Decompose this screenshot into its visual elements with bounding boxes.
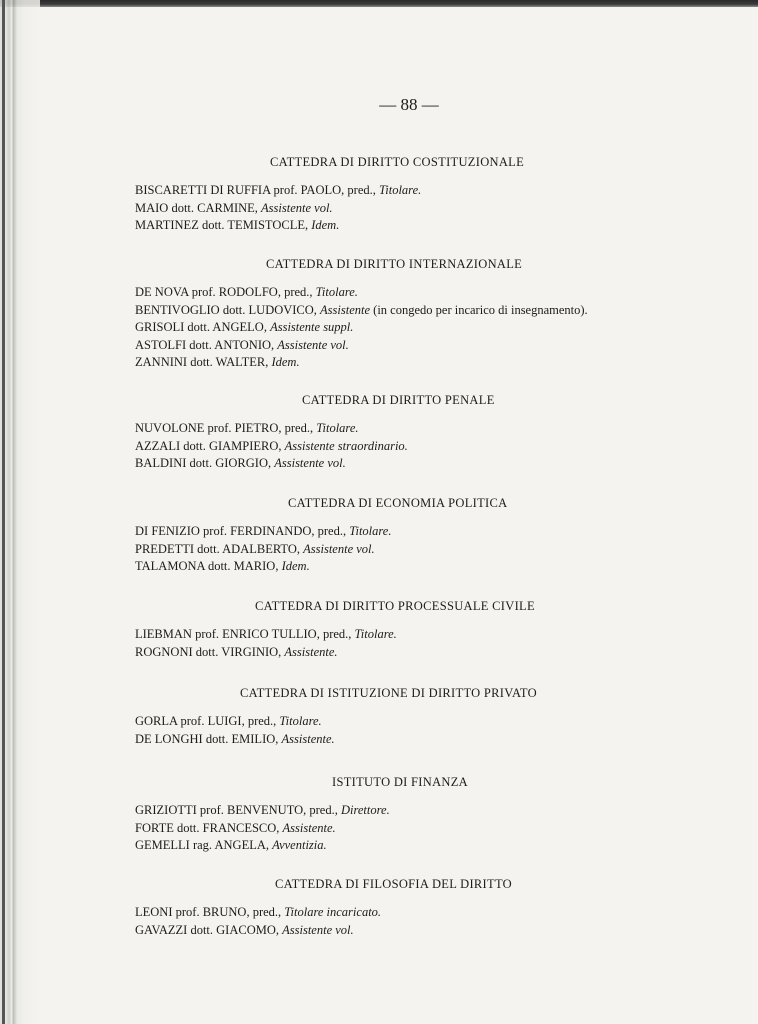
list-item: PREDETTI dott. ADALBERTO, Assistente vol. (135, 541, 375, 556)
list-item: BENTIVOGLIO dott. LUDOVICO, Assistente (in congedo per incarico di insegnamento). (135, 302, 588, 317)
list-item: DE LONGHI dott. EMILIO, Assistente. (135, 731, 335, 746)
page-number: — 88 — (379, 95, 439, 114)
section-title: CATTEDRA DI DIRITTO COSTITUZIONALE (270, 155, 525, 169)
section-diritto-processuale-civile (135, 599, 725, 661)
section-title: CATTEDRA DI ECONOMIA POLITICA (288, 496, 508, 510)
list-item: GRIZIOTTI prof. BENVENUTO, pred., Direttore. (135, 803, 390, 817)
scan-top-edge (0, 0, 758, 7)
book-binding-shadow (0, 0, 40, 1024)
list-item: NUVOLONE prof. PIETRO, pred., Titolare. (135, 421, 359, 435)
list-item: GORLA prof. LUIGI, pred., Titolare. (135, 714, 322, 728)
book-binding-edge (2, 0, 5, 1024)
section-filosofia-diritto (135, 877, 725, 939)
list-item: GAVAZZI dott. GIACOMO, Assistente vol. (135, 922, 354, 937)
list-item: ZANNINI dott. WALTER, Idem. (135, 355, 300, 369)
section-title: CATTEDRA DI DIRITTO INTERNAZIONALE (266, 257, 523, 271)
list-item: LEONI prof. BRUNO, pred., Titolare incaricato. (135, 905, 382, 919)
list-item: LIEBMAN prof. ENRICO TULLIO, pred., Titolare. (135, 627, 397, 641)
section-title: CATTEDRA DI ISTITUZIONE DI DIRITTO PRIVATO (240, 686, 537, 700)
section-title: CATTEDRA DI DIRITTO PROCESSUALE CIVILE (255, 599, 535, 613)
list-item: TALAMONA dott. MARIO, Idem. (135, 559, 310, 573)
section-economia-politica (135, 496, 725, 576)
list-item: MAIO dott. CARMINE, Assistente vol. (135, 200, 333, 215)
list-item: BISCARETTI DI RUFFIA prof. PAOLO, pred., Titolare. (135, 183, 422, 197)
list-item: BALDINI dott. GIORGIO, Assistente vol. (135, 456, 346, 470)
list-item: ASTOLFI dott. ANTONIO, Assistente vol. (135, 337, 349, 352)
section-istituto-finanza (135, 775, 725, 855)
section-title: ISTITUTO DI FINANZA (332, 775, 469, 789)
list-item: GRISOLI dott. ANGELO, Assistente suppl. (135, 320, 354, 334)
list-item: DI FENIZIO prof. FERDINANDO, pred., Titolare. (135, 524, 392, 538)
section-diritto-costituzionale (135, 155, 725, 235)
section-title: CATTEDRA DI DIRITTO PENALE (302, 393, 495, 407)
list-item: ROGNONI dott. VIRGINIO, Assistente. (135, 644, 338, 659)
section-istituzione-diritto-privato (135, 686, 725, 748)
list-item: FORTE dott. FRANCESCO, Assistente. (135, 820, 336, 835)
list-item: DE NOVA prof. RODOLFO, pred., Titolare. (135, 285, 358, 299)
section-diritto-penale (135, 393, 725, 473)
section-diritto-internazionale (135, 257, 725, 372)
list-item: MARTINEZ dott. TEMISTOCLE, Idem. (135, 218, 340, 232)
list-item: AZZALI dott. GIAMPIERO, Assistente straordinario. (135, 438, 408, 453)
section-title: CATTEDRA DI FILOSOFIA DEL DIRITTO (275, 877, 512, 891)
list-item: GEMELLI rag. ANGELA, Avventizia. (135, 838, 327, 852)
